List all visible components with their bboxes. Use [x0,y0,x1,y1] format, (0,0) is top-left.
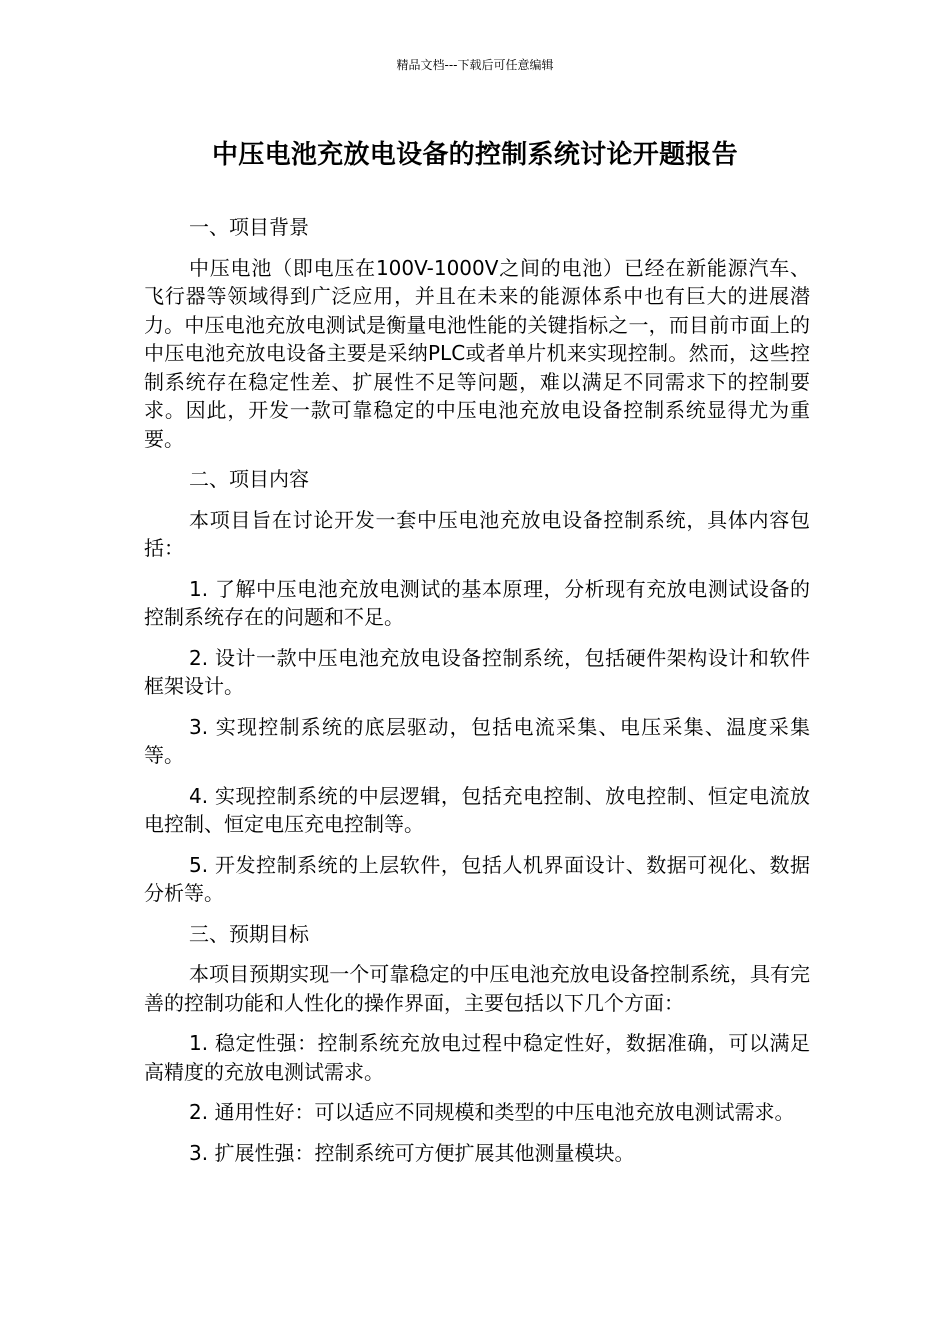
section-heading-background: 一、项目背景 [189,215,309,239]
goals-intro-paragraph: 本项目预期实现一个可靠稳定的中压电池充放电设备控制系统，具有完善的控制功能和人性化的操作界面，主要包括以下几个方面： [144,962,810,1015]
document-title: 中压电池充放电设备的控制系统讨论开题报告 [211,140,738,170]
background-paragraph: 中压电池（即电压在100V-1000V之间的电池）已经在新能源汽车、飞行器等领域得到广泛应用，并且在未来的能源体系中也有巨大的进展潜力。中压电池充放电测试是衡量电池性能的关键指标之一，而目前市面上的中压电池充放电设备主要是采纳PLC或者单片机来实现控制。然而，这些控制系统存在稳定性差、扩展性不足等问题，难以满足不同需求下的控制要求。因此，开发一款可靠稳定的中压电池充放电设备控制系统显得尤为重要。 [144,255,810,451]
content-list-item: 5. 开发控制系统的上层软件，包括人机界面设计、数据可视化、数据分析等。 [144,852,810,905]
content-list-item: 3. 实现控制系统的底层驱动，包括电流采集、电压采集、温度采集等。 [144,714,810,767]
document-body [144,213,810,1179]
content-list-item: 2. 设计一款中压电池充放电设备控制系统，包括硬件架构设计和软件框架设计。 [144,645,810,698]
content-list-item: 4. 实现控制系统的中层逻辑，包括充电控制、放电控制、恒定电流放电控制、恒定电压充电控制等。 [144,783,810,836]
content-intro-paragraph: 本项目旨在讨论开发一套中压电池充放电设备控制系统，具体内容包括： [144,507,810,560]
content-list-item: 1. 了解中压电池充放电测试的基本原理，分析现有充放电测试设备的控制系统存在的问题和不足。 [144,576,810,629]
section-heading-goals: 三、预期目标 [189,921,309,946]
header-note: 精品文档---下载后可任意编辑 [396,58,554,72]
goals-list-item: 2. 通用性好：可以适应不同规模和类型的中压电池充放电测试需求。 [189,1100,795,1124]
section-heading-content: 二、项目内容 [189,467,309,491]
goals-list-item: 1. 稳定性强：控制系统充放电过程中稳定性好，数据准确，可以满足高精度的充放电测试需求。 [144,1031,810,1084]
goals-list-item: 3. 扩展性强：控制系统可方便扩展其他测量模块。 [189,1140,635,1165]
